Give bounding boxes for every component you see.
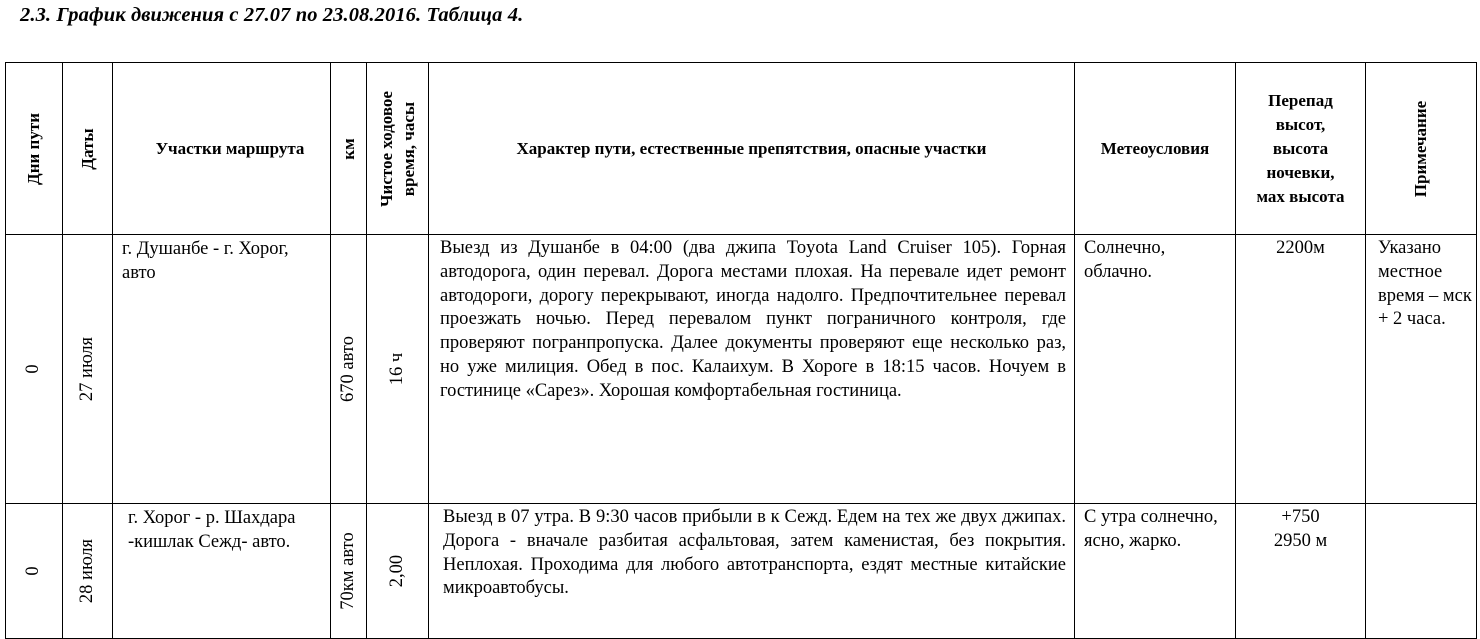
km-cell: 670 авто [331, 235, 367, 504]
km-cell: 70км авто [331, 504, 367, 639]
altitude-line: 2950 м [1273, 530, 1328, 551]
note-cell [1366, 504, 1477, 639]
header-time: Чистое ходовое время, часы [367, 63, 429, 235]
header-days: Дни пути [6, 63, 63, 235]
table-row [6, 235, 1477, 504]
header-segments: Участки маршрута [113, 63, 331, 235]
header-weather: Метеоусловия [1075, 63, 1236, 235]
date-cell: 28 июля [63, 504, 113, 639]
date-cell: 27 июля [63, 235, 113, 504]
altitude-cell [1236, 504, 1366, 639]
altitude-cell [1236, 235, 1366, 504]
weather-cell: Солнечно, облачно. [1075, 235, 1236, 504]
header-altitude: Перепад высот, высота ночевки, мах высота [1236, 63, 1366, 235]
altitude-line: +750 [1281, 507, 1320, 527]
altitude-line: 2200м [1276, 238, 1325, 258]
header-km: км [331, 63, 367, 235]
description-cell: Выезд из Душанбе в 04:00 (два джипа Toyota Land Cruiser 105). Горная автодорога, один перевал. Дорога местами плохая. На перевале идет ремонт автодороги, дорогу перекрывают, иногда надолго. Предпочтительнее перевал проезжать ночью. Перед перевалом пункт пограничного контроля, где проверяют погранпропуска. Далее документы проверяют еще несколько раз, но уже милиция. Обед в пос. Калаихум. В Хороге в 18:15 часов. Ночуем в гостинице «Сарез». Хорошая комфортабельная гостиница. [429, 235, 1075, 504]
time-cell: 16 ч [367, 235, 429, 504]
description-cell: Выезд в 07 утра. В 9:30 часов прибыли в к Сежд. Едем на тех же двух джипах. Дорога - вначале разбитая асфальтовая, затем каменистая, без покрытия. Неплохая. Проходима для любого автотранспорта, ездят местные китайские микроавтобусы. [429, 504, 1075, 639]
note-cell: Указано местное время – мск + 2 часа. [1366, 235, 1477, 504]
segment-cell: г. Душанбе - г. Хорог, авто [113, 235, 331, 504]
header-description: Характер пути, естественные препятствия, опасные участки [429, 63, 1075, 235]
header-dates: Даты [63, 63, 113, 235]
day-cell: 0 [6, 504, 63, 639]
page-title: 2.3. График движения с 27.07 по 23.08.2016. Таблица 4. [20, 4, 524, 26]
table-row [6, 504, 1477, 639]
schedule-table [5, 62, 1477, 639]
segment-cell: г. Хорог - р. Шахдара -кишлак Сежд- авто. [113, 504, 331, 639]
day-cell: 0 [6, 235, 63, 504]
header-note: Примечание [1366, 63, 1477, 235]
table-header-row [6, 63, 1477, 235]
time-cell: 2,00 [367, 504, 429, 639]
weather-cell: С утра солнечно, ясно, жарко. [1075, 504, 1236, 639]
